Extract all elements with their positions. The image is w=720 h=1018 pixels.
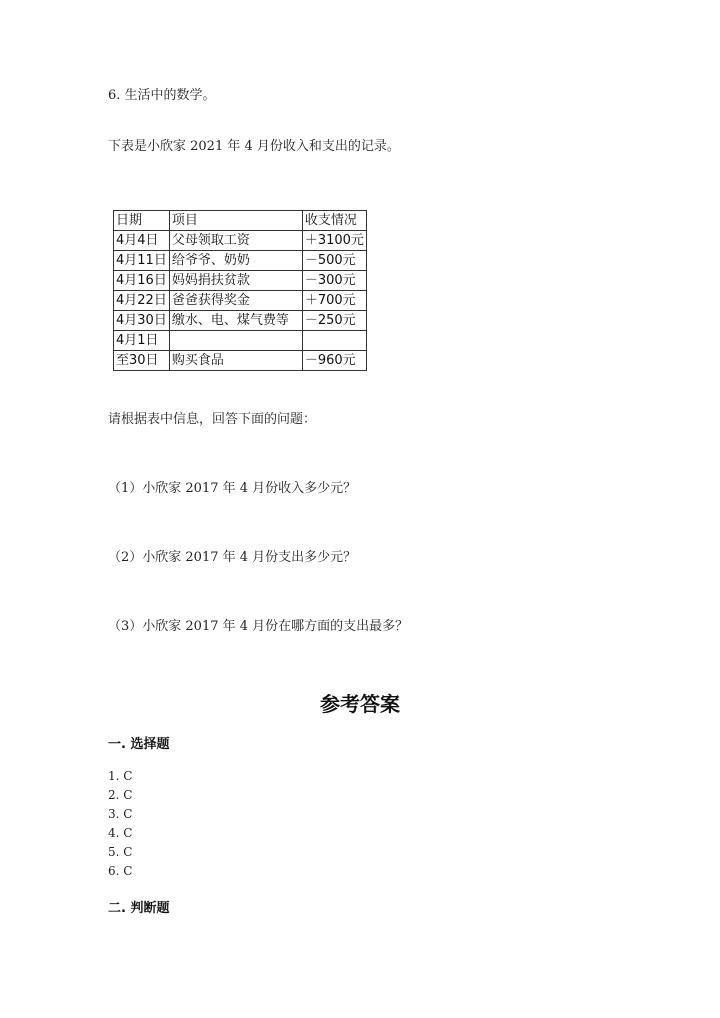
- list-item: 2. C: [108, 788, 133, 802]
- table-row: [114, 291, 367, 311]
- table-row: [114, 251, 367, 271]
- cell-amount: －500元: [302, 251, 366, 271]
- table-row: [114, 271, 367, 291]
- sub-question-3: （3）小欣家 2017 年 4 月份在哪方面的支出最多？: [108, 619, 409, 634]
- cell-amount: [302, 331, 366, 351]
- cell-amount: ＋700元: [302, 291, 366, 311]
- table-row: [114, 311, 367, 331]
- cell-date: 4月11日: [114, 251, 170, 271]
- cell-item: 缴水、电、煤气费等: [169, 311, 302, 331]
- cell-item: 妈妈捐扶贫款: [169, 271, 302, 291]
- header-item: 项目: [169, 211, 302, 231]
- question-prompt: 请根据表中信息，回答下面的问题：: [108, 412, 317, 427]
- cell-date: 4月1日: [114, 331, 170, 351]
- section-heading-judgment: 二. 判断题: [108, 901, 170, 916]
- list-item: 5. C: [108, 845, 133, 859]
- cell-date: 至30日: [114, 351, 170, 371]
- list-item: 6. C: [108, 864, 133, 878]
- cell-item: [169, 331, 302, 351]
- answer-key-heading: 参考答案: [320, 692, 400, 716]
- sub-question-2: （2）小欣家 2017 年 4 月份支出多少元？: [108, 550, 357, 565]
- cell-amount: －960元: [302, 351, 366, 371]
- sub-question-1: （1）小欣家 2017 年 4 月份收入多少元？: [108, 481, 357, 496]
- cell-amount: －250元: [302, 311, 366, 331]
- cell-item: 父母领取工资: [169, 231, 302, 251]
- list-item: 1. C: [108, 769, 133, 783]
- cell-amount: －300元: [302, 271, 366, 291]
- table-row: [114, 331, 367, 351]
- cell-date: 4月4日: [114, 231, 170, 251]
- list-item: 3. C: [108, 807, 133, 821]
- cell-item: 购买食品: [169, 351, 302, 371]
- table-row: [114, 231, 367, 251]
- question-title: 6. 生活中的数学。: [108, 88, 216, 103]
- header-date: 日期: [114, 211, 170, 231]
- cell-date: 4月30日: [114, 311, 170, 331]
- cell-date: 4月22日: [114, 291, 170, 311]
- cell-amount: ＋3100元: [302, 231, 366, 251]
- income-expense-table: [113, 210, 367, 371]
- list-item: 4. C: [108, 826, 133, 840]
- cell-item: 给爷爷、奶奶: [169, 251, 302, 271]
- table-header-row: [114, 211, 367, 231]
- question-intro: 下表是小欣家 2021 年 4 月份收入和支出的记录。: [108, 139, 400, 154]
- section-heading-choice: 一. 选择题: [108, 737, 170, 752]
- choice-answer-list: [108, 767, 132, 881]
- header-amount: 收支情况: [302, 211, 366, 231]
- cell-item: 爸爸获得奖金: [169, 291, 302, 311]
- cell-date: 4月16日: [114, 271, 170, 291]
- table-row: [114, 351, 367, 371]
